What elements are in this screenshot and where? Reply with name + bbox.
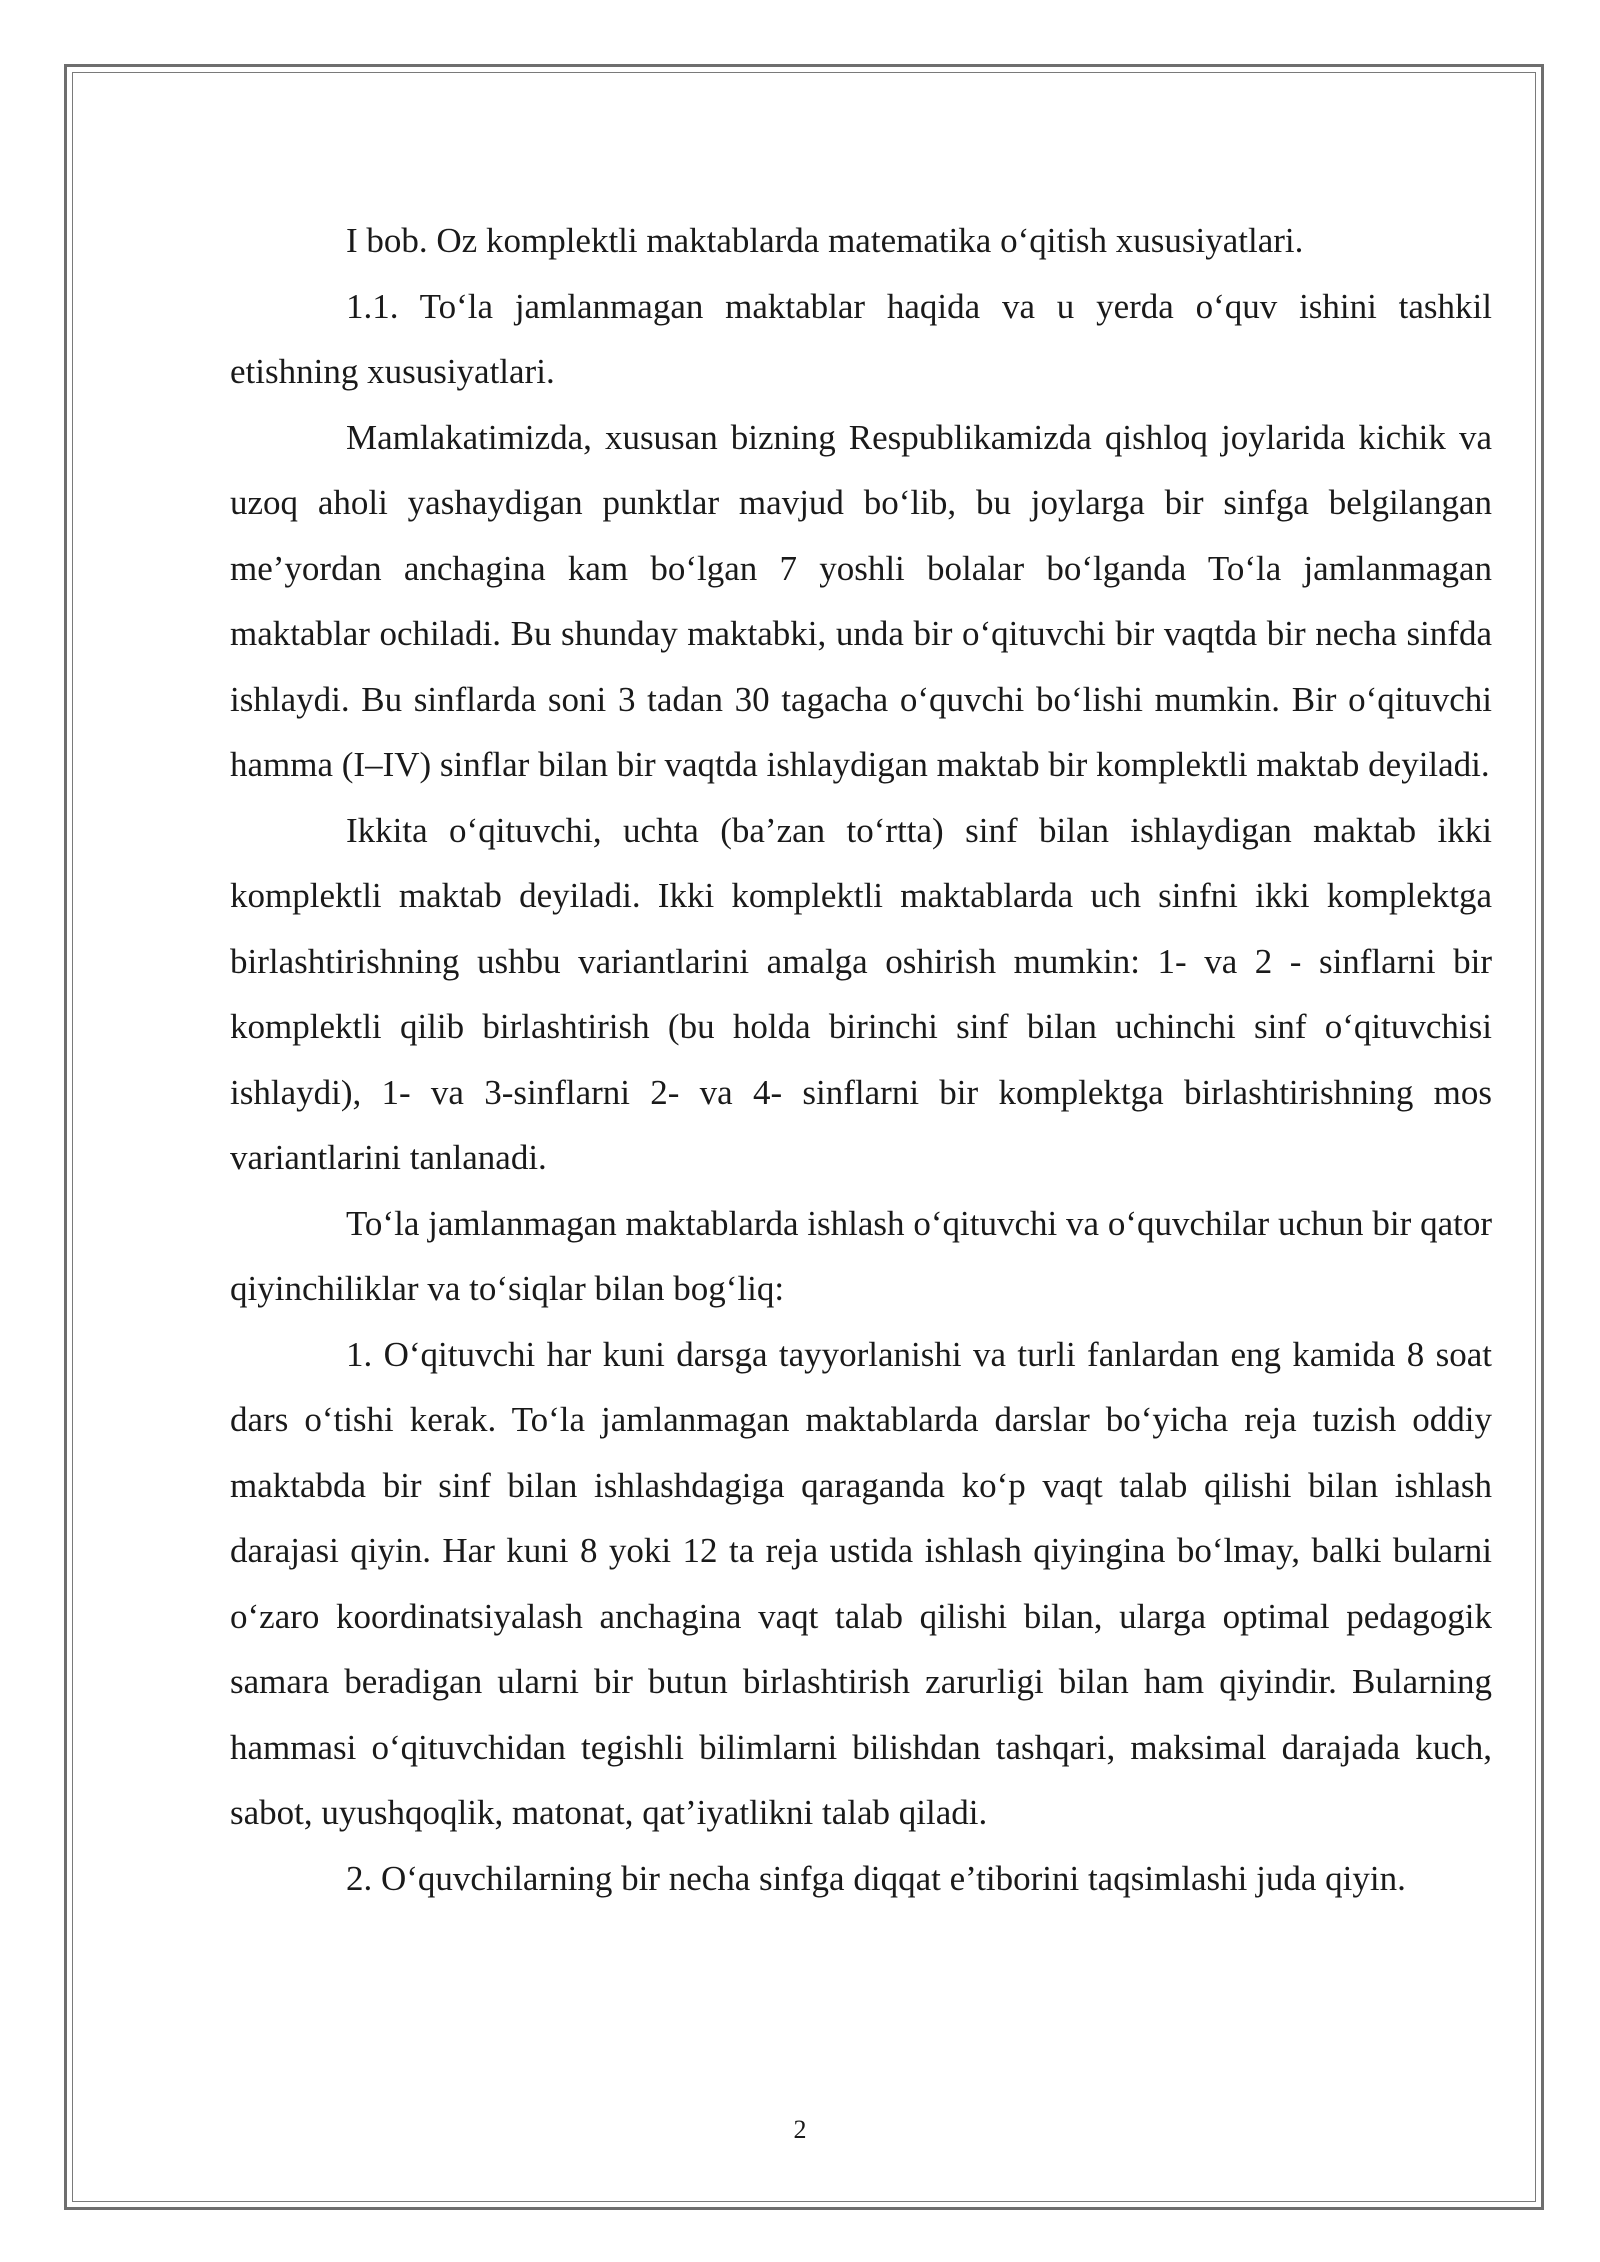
body-paragraph: Ikkita oʻqituvchi, uchta (ba’zan toʻrtta) sinf bilan ishlaydigan maktab ikki komplektli maktab deyiladi. Ikki komplektli maktablarda uch sinfni ikki komplektga birlashtirishning ushbu variantlarini amalga oshirish mumkin: 1- va 2 - sinflarni bir komplektli qilib birlashtirish (bu holda birinchi sinf bilan uchinchi sinf oʻqituvchisi ishlaydi), 1- va 3-sinflarni 2- va 4- sinflarni bir komplektga birlashtirishning mos variantlarini tanlanadi. [230,810,1492,1177]
body-paragraph: Mamlakatimizda, xususan bizning Respublikamizda qishloq joylarida kichik va uzoq aholi yashaydigan punktlar mavjud boʻlib, bu joylarga bir sinfga belgilangan me’yordan anchagina kam boʻlgan 7 yoshli bolalar boʻlganda Toʻla jamlanmagan maktablar ochiladi. Bu shunday maktabki, unda bir oʻqituvchi bir vaqtda bir necha sinfda ishlaydi. Bu sinflarda soni 3 tadan 30 tagacha oʻquvchi boʻlishi mumkin. Bir oʻqituvchi hamma (I–IV) sinflar bilan bir vaqtda ishlaydigan maktab bir komplektli maktab deyiladi. [230,417,1492,784]
chapter-title: I bob. Oz komplektli maktablarda matematika oʻqitish xususiyatlari. [346,221,1304,260]
list-item: 2. Oʻquvchilarning bir necha sinfga diqqat e’tiborini taqsimlashi juda qiyin. [346,1858,1406,1898]
document-body [230,208,1492,1911]
page-number: 2 [793,2115,807,2144]
body-paragraph: Toʻla jamlanmagan maktablarda ishlash oʻqituvchi va oʻquvchilar uchun bir qator qiyinchiliklar va toʻsiqlar bilan bogʻliq: [230,1203,1492,1308]
section-heading: 1.1. Toʻla jamlanmagan maktablar haqida va u yerda oʻquv ishini tashkil etishning xususiyatlari. [230,286,1492,391]
list-item: 1. Oʻqituvchi har kuni darsga tayyorlanishi va turli fanlardan eng kamida 8 soat dars oʻtishi kerak. Toʻla jamlanmagan maktablarda darslar boʻyicha reja tuzish oddiy maktabda bir sinf bilan ishlashdagiga qaraganda koʻp vaqt talab qilishi bilan ishlash darajasi qiyin. Har kuni 8 yoki 12 ta reja ustida ishlash qiyingina boʻlmay, balki bularni oʻzaro koordinatsiyalash anchagina vaqt talab qilishi bilan, ularga optimal pedagogik samara beradigan ularni bir butun birlashtirish zarurligi bilan ham qiyindir. Bularning hammasi oʻqituvchidan tegishli bilimlarni bilishdan tashqari, maksimal darajada kuch, sabot, uyushqoqlik, matonat, qat’iyatlikni talab qiladi. [230,1334,1492,1832]
